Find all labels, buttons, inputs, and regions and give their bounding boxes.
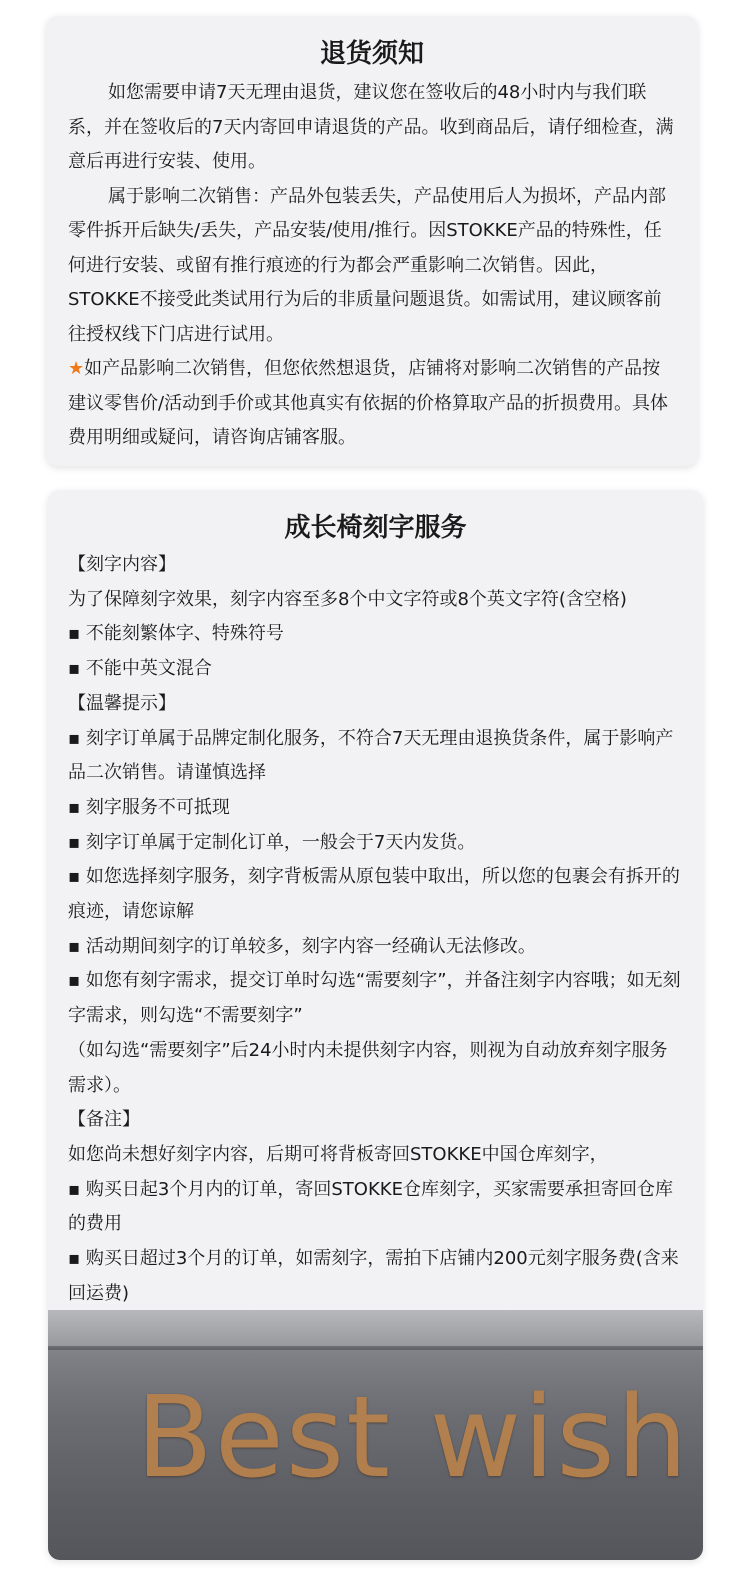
engraving-section-heading-notes: 【备注】 (68, 1109, 140, 1131)
return-notice-card (46, 16, 698, 466)
engraving-bullet: ▪ 刻字订单属于品牌定制化服务，不符合7天无理由退换货条件，属于影响产品二次销售。请谨慎选择 (68, 727, 674, 784)
engraving-bullet: ▪ 购买日起3个月内的订单，寄回STOKKE仓库刻字，买家需要承担寄回仓库的费用 (68, 1178, 673, 1235)
engraving-bullet: ▪ 购买日超过3个月的订单，如需刻字，需拍下店铺内200元刻字服务费(含来回运费) (68, 1248, 679, 1304)
engraving-line: 如您尚未想好刻字内容，后期可将背板寄回STOKKE中国仓库刻字， (68, 1143, 608, 1165)
return-notice-title: 退货须知 (319, 39, 424, 69)
engraving-bullet: ▪ 刻字订单属于定制化订单，一般会于7天内发货。 (68, 831, 476, 853)
engraving-bullet: ▪ 刻字服务不可抵现 (68, 796, 230, 818)
engraving-bullet: ▪ 活动期间刻字的订单较多，刻字内容一经确认无法修改。 (68, 935, 536, 957)
engraving-bullet: ▪ 如您有刻字需求，提交订单时勾选“需要刻字”，并备注刻字内容哦；如无刻字需求，则勾选“不需要刻字” (68, 970, 681, 1027)
engraving-line: （如勾选“需要刻字”后24小时内未提供刻字内容，则视为自动放弃刻字服务需求）。 (68, 1039, 668, 1096)
engraving-service-title: 成长椅刻字服务 (284, 513, 467, 543)
photo-top-band (48, 1310, 703, 1348)
engraving-bullet: ▪ 不能中英文混合 (68, 658, 212, 680)
engraving-bullet: ▪ 如您选择刻字服务，刻字背板需从原包装中取出，所以您的包裹会有拆开的痕迹，请您谅解 (68, 866, 680, 923)
return-notice-body (46, 76, 698, 456)
return-notice-paragraph-2: 属于影响二次销售：产品外包装丢失，产品使用后人为损坏，产品内部零件拆开后缺失/丢失，产品安装/使用/推行。因STOKKE产品的特殊性，任何进行安装、或留有推行痕迹的行为都会严重影响二次销售。因此，STOKKE不接受此类试用行为后的非质量问题退货。如需试用，建议顾客前往授权线下门店进行试用。 (68, 185, 666, 345)
engraving-line: 为了保障刻字效果，刻字内容至多8个中文字符或8个英文字符(含空格) (68, 588, 627, 610)
engraving-service-card (48, 490, 703, 1560)
star-icon: ★ (68, 358, 85, 379)
photo-edge-shadow (48, 1346, 703, 1350)
engraving-section-heading-tips: 【温馨提示】 (68, 692, 176, 714)
return-notice-paragraph-3-text: 如产品影响二次销售，但您依然想退货，店铺将对影响二次销售的产品按建议零售价/活动到手价或其他真实有依据的价格算取产品的折损费用。具体费用明细或疑问，请咨询店铺客服。 (68, 358, 669, 448)
engraving-bullet: ▪ 不能刻繁体字、特殊符号 (68, 623, 284, 645)
engraved-backboard-photo (48, 1310, 703, 1560)
return-notice-paragraph-3 (68, 352, 676, 456)
engraved-text: Best wish (136, 1373, 690, 1503)
return-notice-paragraph-1: 如您需要申请7天无理由退货，建议您在签收后的48小时内与我们联系，并在签收后的7天内寄回申请退货的产品。收到商品后，请仔细检查，满意后再进行安装、使用。 (68, 82, 674, 172)
engraving-section-heading-content: 【刻字内容】 (68, 554, 176, 575)
engraving-service-body (48, 548, 703, 1311)
